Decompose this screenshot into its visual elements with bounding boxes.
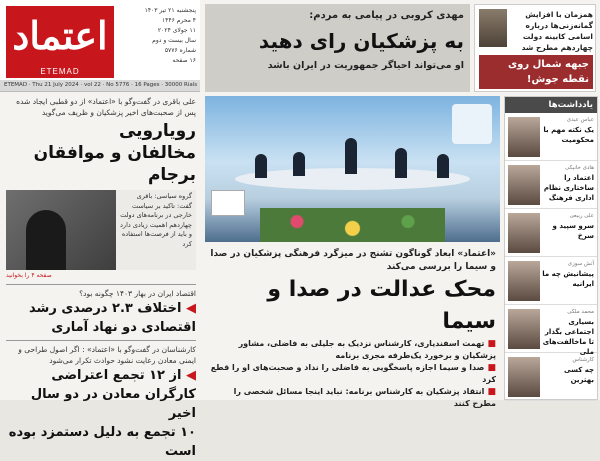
author-avatar (508, 213, 540, 253)
top-headline[interactable] (205, 4, 470, 92)
top-headline-subtitle: او می‌تواند احیاگر جمهوریت در ایران باشد (267, 60, 464, 71)
article-photo (6, 190, 196, 270)
author-avatar (508, 357, 540, 397)
logo[interactable] (6, 6, 114, 78)
bullet-icon: ■ (484, 387, 496, 397)
promo-headline: جبهه شمال روی نقطه جوش! (479, 55, 593, 89)
bullet-icon: ■ (484, 339, 496, 349)
channel-logo (452, 104, 492, 144)
author-avatar (508, 117, 540, 157)
article-title-line: کارگران معادن در دو سال اخیر (30, 387, 196, 421)
author-name: عباس عبدی (566, 117, 594, 123)
notes-header: یادداشت‌ها (505, 97, 597, 113)
tv-studio-photo[interactable] (205, 96, 500, 242)
author-name: هادی خانیکی (565, 165, 594, 171)
story-point (205, 386, 500, 410)
note-item[interactable] (505, 161, 597, 209)
note-title: سرو سپید و سرخ (552, 222, 594, 240)
person-silhouette (437, 154, 449, 178)
top-right-promo[interactable] (474, 4, 596, 92)
main-story-title[interactable]: محک عدالت در صدا و سیما (267, 277, 496, 334)
note-title: پیشانیش چه ما ایرانیه (542, 270, 594, 288)
article-body: گروه سیاسی: باقری گفت: تاکید بر سیاست خارجی در برنامه‌های دولت چهاردهم اهمیت زیادی دارد و باید از فرصت‌ها استفاده کرد (116, 190, 196, 270)
person-silhouette (345, 138, 357, 174)
masthead (0, 0, 200, 92)
note-title: چه کسی بهترین (563, 366, 594, 384)
note-title: بسیاری اجتماعی بگذار تا ماخالفت‌های ملی (542, 318, 594, 356)
story-point (205, 362, 500, 386)
story-point-text: تهمت اسفندیاری، کارشناس نزدیک به جلیلی به فاضلی، مشاور پزشکیان و برخورد یک‌طرفه مجری برنامه (238, 339, 496, 360)
article-title-line (6, 366, 196, 385)
article-kicker: اقتصاد ایران در بهار ۱۴۰۳ چگونه بود؟ (79, 289, 196, 298)
logo-text: اعتماد (12, 13, 108, 58)
author-name: محمد ملکی (567, 309, 594, 315)
article-intro: علی باقری در گفت‌وگو با «اعتماد» از دو قطبی ایجاد شده پس از صحبت‌های اخیر پزشکیان و ظریف می‌گوید (16, 97, 196, 117)
top-headline-title: به پزشکیان رای دهید (258, 29, 464, 53)
read-more-link[interactable]: صفحه ۴ را بخوانید (6, 272, 52, 279)
article-title-line: ۱۰ تجمع به دلیل دستمزد بوده است (8, 425, 196, 459)
divider (6, 340, 196, 341)
masthead-strip: ETEMAD · Thu 21 July 2024 · vol 22 · No 5776 · 16 Pages · 30000 Rials (0, 80, 200, 91)
bullet-icon: ■ (484, 363, 496, 373)
vote-box-icon (211, 190, 245, 216)
person-silhouette (293, 152, 305, 176)
masthead-info-line: پنجشنبه ۲۱ تیر ۱۴۰۳ (144, 7, 196, 14)
article-title[interactable] (2, 299, 200, 337)
person-silhouette (395, 148, 407, 178)
article-title[interactable] (2, 366, 200, 461)
masthead-info-line: ۱۱ جولای ۲۰۲۴ (157, 27, 196, 34)
masthead-info-line: سال بیست و دوم (152, 37, 196, 44)
author-name: آتش سوزی (567, 261, 594, 267)
flower-arrangement (260, 208, 445, 242)
story-point-text: انتقاد پزشکیان به کارشناس برنامه: نباید اینجا مسائل شخصی را مطرح کنند (233, 387, 496, 408)
top-headline-kicker: مهدی کروبی در پیامی به مردم: (309, 10, 464, 21)
notes-column (504, 96, 598, 400)
author-name: کارشناس (572, 357, 594, 363)
bullet-icon: ◀ (181, 301, 196, 316)
note-item[interactable] (505, 209, 597, 257)
article-kicker: کارشناسان در گفت‌وگو با «اعتماد» : اگر اصول طراحی و ایمنی معادن رعایت نشود حوادث تکرار می‌شود (18, 345, 196, 365)
person-silhouette (255, 154, 267, 178)
promo-photo (479, 9, 507, 47)
masthead-info-line: ۱۶ صفحه (172, 57, 196, 64)
article-title-text: از ۱۲ تجمع اعتراضی (51, 368, 182, 383)
center-column (205, 96, 500, 408)
story-point (205, 338, 500, 362)
promo-text: همزمان با افزایش گمانه‌زنی‌ها درباره اسامی کابینه دولت چهاردهم مطرح شد (521, 10, 593, 52)
masthead-info-line: ۴ محرم ۱۴۴۶ (161, 17, 196, 24)
author-avatar (508, 261, 540, 301)
person-silhouette (26, 210, 66, 270)
author-avatar (508, 309, 540, 349)
masthead-info-line: شماره ۵۷۷۶ (164, 47, 196, 54)
logo-latin: ETEMAD (40, 67, 80, 76)
article-title-line: رویارویی (118, 121, 196, 141)
article-title-line: مخالفان و موافقان برجام (33, 143, 196, 185)
note-item[interactable] (505, 113, 597, 161)
main-story-kicker: «اعتماد» ابعاد گوناگون تشنج در میزگرد فرهنگی پزشکیان در صدا و سیما را بررسی می‌کند (210, 249, 496, 272)
left-column (2, 96, 200, 459)
bullet-icon: ◀ (181, 368, 196, 383)
note-item[interactable] (505, 257, 597, 305)
masthead-info (118, 6, 196, 66)
author-name: علی ربیعی (569, 213, 594, 219)
note-title: یک نکته مهم با محکومیت (543, 126, 594, 144)
story-point-text: صدا و سیما اجازه پاسخگویی به فاضلی را نداد و صحبت‌های او را قطع کرد (210, 363, 496, 384)
article-title-text: اختلاف ۲.۳ درصدی رشد اقتصادی دو نهاد آماری (29, 301, 196, 335)
author-avatar (508, 165, 540, 205)
article-title[interactable] (2, 120, 200, 186)
note-title: اعتماد را ساختاری نظام اداری فرهنگ (543, 174, 594, 202)
divider (6, 284, 196, 285)
note-item[interactable] (505, 353, 597, 401)
note-item[interactable] (505, 305, 597, 356)
